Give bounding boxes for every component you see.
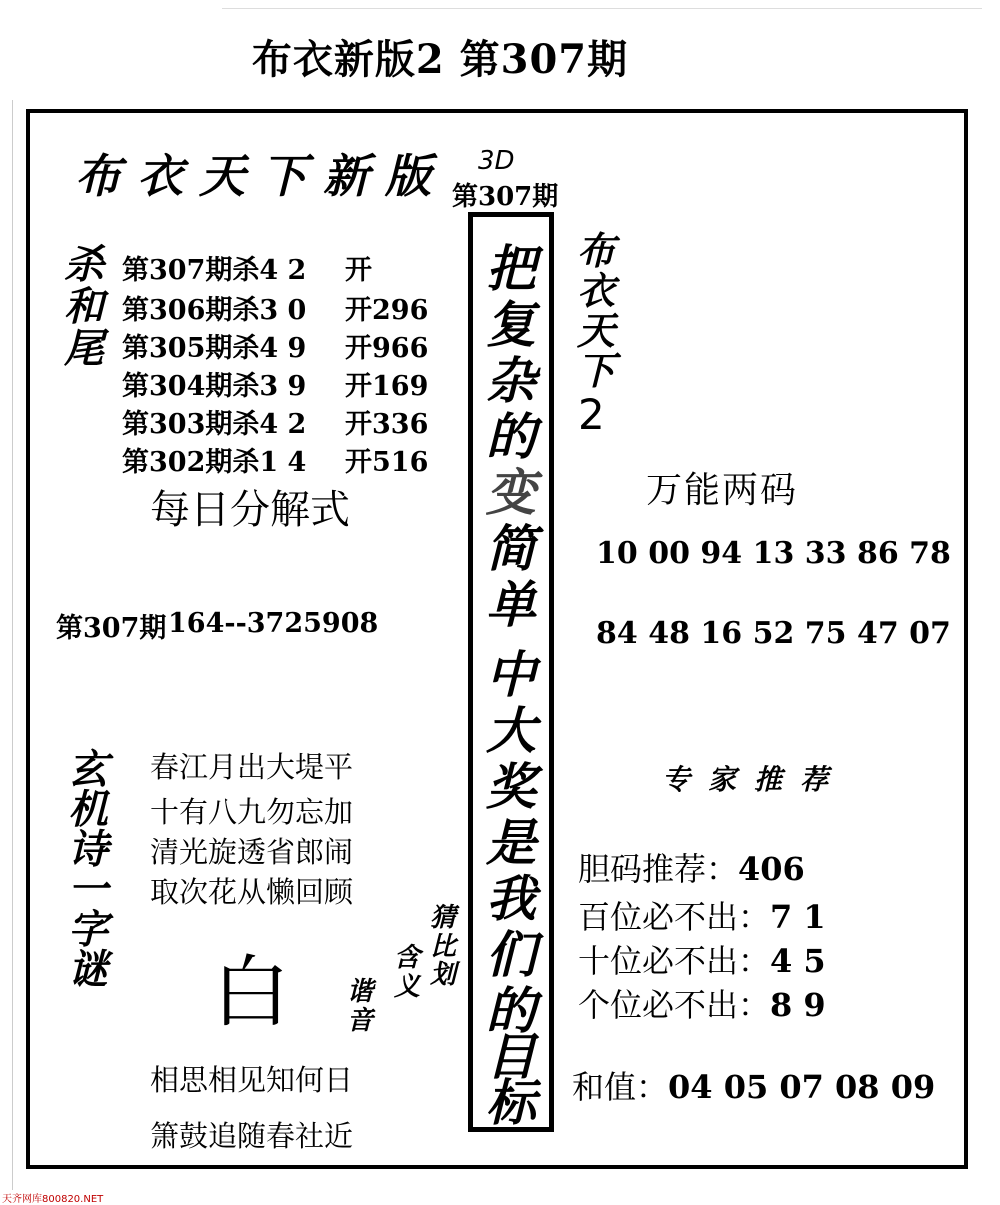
poem-line: 十有八九勿忘加 [150,795,354,829]
formula-value: 164--3725908 [168,608,379,639]
daily-formula-title: 每日分解式 [150,487,350,533]
riddle-answer: 白 [212,948,291,1038]
poem-label-char: 谜 [68,947,108,993]
two-codes-title: 万能两码 [646,470,799,511]
sum-value: 04 05 07 08 09 [668,1068,936,1106]
slogan-char: 单 [486,576,536,634]
right-brand-char: 天 [576,308,615,353]
kill-row-issue: 第302期杀1 4 [122,447,307,478]
expert-row [578,980,826,1026]
slogan-char: 的 [486,408,536,466]
slogan-char: 是 [486,814,536,872]
poem-label-char: 字 [68,907,108,953]
kill-row-open: 开296 [345,295,429,326]
right-brand-number: 2 [578,390,605,439]
poem-extra-line: 箫鼓追随春社近 [150,1119,354,1153]
slogan-char: 奖 [486,758,536,816]
hint-char: 音 [346,1005,373,1036]
sum-row [572,1062,935,1108]
slogan-char: 变 [486,464,536,522]
kill-row-open: 开966 [345,333,429,364]
formula-issue: 第307期 [56,613,167,644]
kill-row-issue: 第303期杀4 2 [122,409,307,440]
kill-label-char: 尾 [64,326,104,372]
right-brand-char: 衣 [576,268,615,313]
slogan-char: 把 [486,240,536,298]
slogan-char: 标 [486,1074,536,1132]
poem-line: 清光旋透省郎闹 [150,835,354,869]
expert-row-value: 8 9 [770,986,826,1024]
hint-char: 猜 [429,903,456,933]
slogan-char: 目 [486,1028,536,1086]
kill-row-issue: 第306期杀3 0 [122,295,307,326]
hint-char: 比 [429,931,456,962]
slogan-char: 大 [486,702,536,760]
expert-row-value: 4 5 [770,942,826,980]
slogan-char: 的 [486,982,536,1040]
slogan-box [468,212,554,1132]
poem-label-char: 诗 [68,827,108,873]
slogan-char: 简 [486,520,536,578]
poem-line: 春江月出大堤平 [150,750,354,784]
right-brand-char: 布 [576,229,615,273]
expert-row-label: 胆码推荐： [578,850,739,888]
kill-label-char: 杀 [64,242,104,288]
kill-row-open: 开336 [345,409,429,440]
footer-watermark: 天齐网库800820.NET [2,1194,104,1205]
right-brand-char: 下 [576,348,615,393]
poem-label-char: 玄 [68,747,108,793]
expert-row [578,844,805,890]
expert-row [578,936,826,982]
expert-row-value: 7 1 [770,898,826,936]
kill-row-open: 开 [345,255,372,286]
slogan-char: 中 [486,646,536,704]
top-divider [222,8,982,9]
hint-char: 含 [393,943,420,973]
slogan-char: 杂 [486,352,536,410]
expert-title: 专家推荐 [662,763,847,796]
kill-row-open: 开516 [345,447,429,478]
expert-row-label: 百位必不出： [578,898,771,936]
slogan-char: 们 [486,926,536,984]
kill-label [60,244,108,370]
right-brand [568,229,624,393]
brand-title: 布衣天下新版 [75,149,447,203]
hint-sound [345,978,375,1035]
issue-number: 第307期 [452,182,559,212]
slogan-char: 我 [486,870,536,928]
two-codes-line: 10 00 94 13 33 86 78 [596,536,951,571]
kill-row-issue: 第304期杀3 9 [122,371,307,402]
left-edge-line [12,100,13,1190]
kill-row-issue: 第305期杀4 9 [122,333,307,364]
two-codes-line: 84 48 16 52 75 47 07 [596,616,951,651]
hint-meaning [392,944,422,1001]
poem-line: 取次花从懒回顾 [150,875,354,909]
label-3d: 3D [478,146,515,176]
kill-label-char: 和 [64,284,104,330]
poem-label-char: 一 [68,867,108,913]
kill-row-open: 开169 [345,371,429,402]
sum-label: 和值： [572,1068,669,1106]
poem-label-char: 机 [68,787,108,833]
expert-row-label: 十位必不出： [578,942,771,980]
poem-extra-line: 相思相见知何日 [150,1063,354,1097]
hint-guess [428,904,458,990]
expert-row [578,892,826,938]
slogan-char: 复 [486,296,536,354]
expert-row-value: 406 [738,850,805,888]
hint-char: 谐 [346,977,373,1007]
expert-row-label: 个位必不出： [578,986,771,1024]
hint-char: 义 [393,971,420,1002]
hint-char: 划 [429,960,456,991]
page-title: 布衣新版2 第307期 [251,36,629,83]
kill-row-issue: 第307期杀4 2 [122,255,307,286]
poem-label [64,747,112,993]
